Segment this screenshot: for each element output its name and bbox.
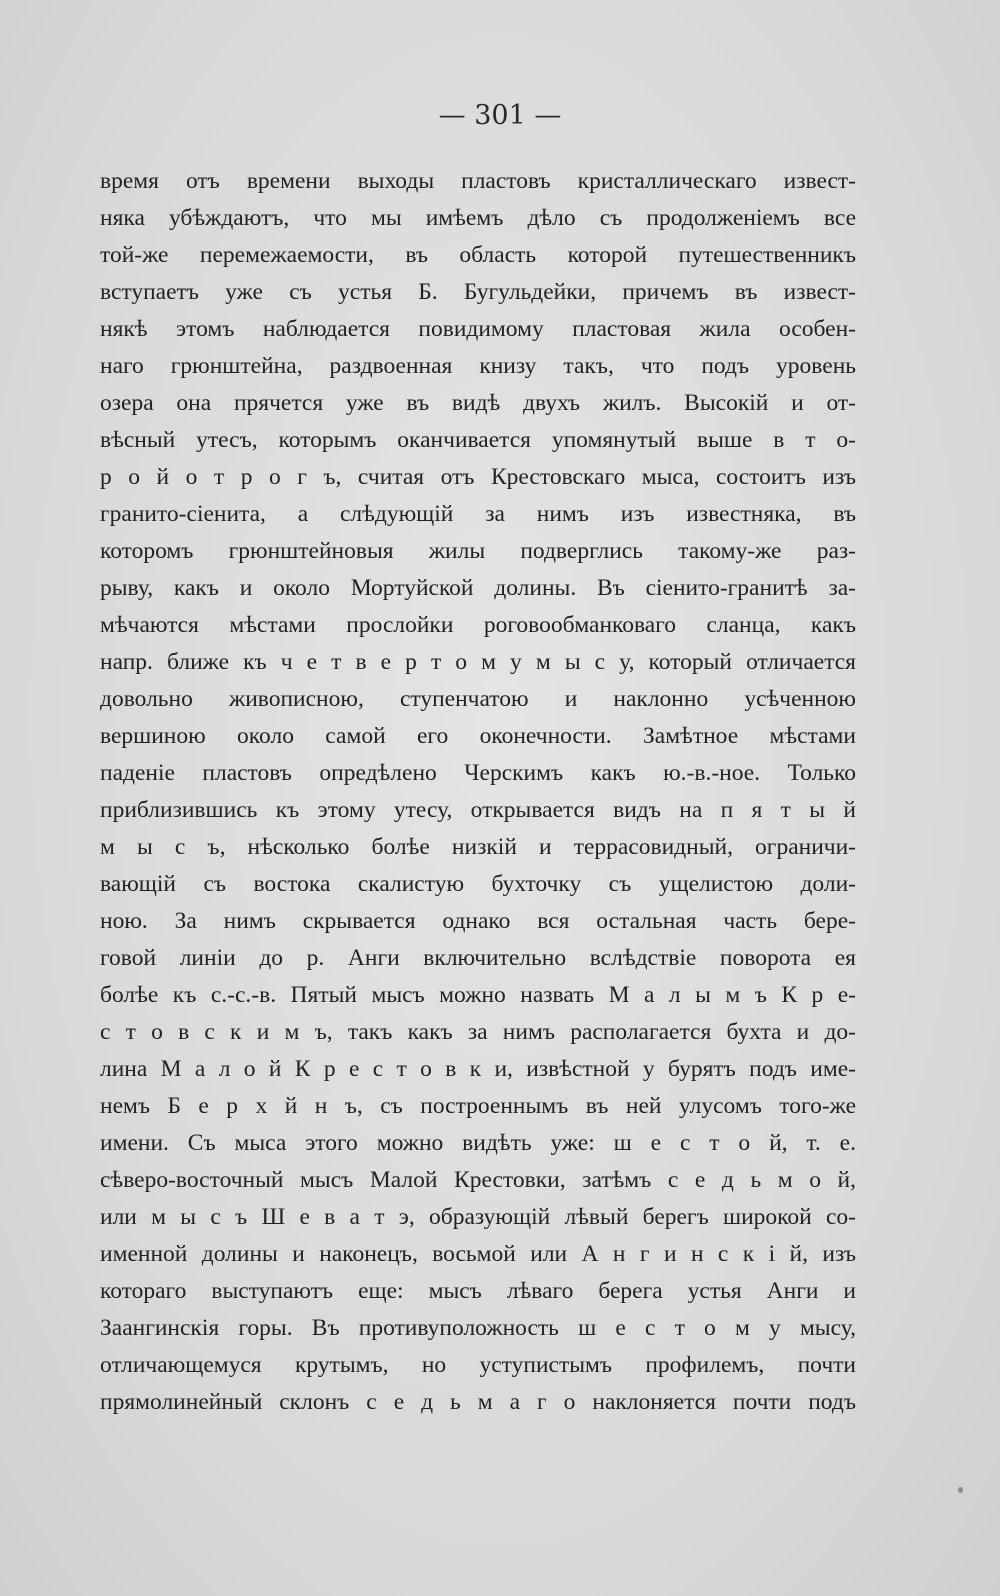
- text-line: вступаетъ уже съ устья Б. Бугульдейки, причемъ въ извест-: [100, 279, 856, 305]
- text-line: сѣверо-восточный мысъ Малой Крестовки, затѣмъ с е д ь м о й,: [100, 1167, 856, 1193]
- text-line: именной долины и наконецъ, восьмой или А н г и н с к і й, изъ: [100, 1241, 856, 1267]
- text-line: довольно живописною, ступенчатою и наклонно усѣченною: [100, 686, 856, 712]
- paper-speck: [958, 1487, 963, 1493]
- text-line: имени. Съ мыса этого можно видѣть уже: ш е с т о й, т. е.: [100, 1130, 856, 1156]
- text-line: р о й о т р о г ъ, считая отъ Крестовскаго мыса, состоитъ изъ: [100, 464, 856, 490]
- text-line: напр. ближе къ ч е т в е р т о м у м ы с у, который отличается: [100, 649, 856, 675]
- text-line: гранито-сіенита, а слѣдующій за нимъ изъ известняка, въ: [100, 501, 856, 527]
- text-line: той-же перемежаемости, въ область которой путешественникъ: [100, 242, 856, 268]
- text-line: или м ы с ъ Ш е в а т э, образующій лѣвый берегъ широкой со-: [100, 1204, 856, 1230]
- text-line: котораго выступаютъ еще: мысъ лѣваго берега устья Анги и: [100, 1278, 856, 1304]
- text-line: приблизившись къ этому утесу, открывается видъ на п я т ы й: [100, 797, 856, 823]
- text-line: м ы с ъ, нѣсколько болѣе низкій и террасовидный, ограничи-: [100, 834, 856, 860]
- body-text: [100, 163, 856, 1421]
- text-line: наго грюнштейна, раздвоенная книзу такъ, что подъ уровень: [100, 353, 856, 379]
- page-number: — 301 —: [438, 100, 562, 131]
- text-line: вѣсный утесъ, которымъ оканчивается упомянутый выше в т о-: [100, 427, 856, 453]
- text-line: озера она прячется уже въ видѣ двухъ жилъ. Высокій и от-: [100, 390, 856, 416]
- text-line: говой линіи до р. Анги включительно вслѣдствіе поворота ея: [100, 945, 856, 971]
- text-line: немъ Б е р х й н ъ, съ построеннымъ въ ней улусомъ того-же: [100, 1093, 856, 1119]
- text-line: которомъ грюнштейновыя жилы подверглись такому-же раз-: [100, 538, 856, 564]
- text-line: рыву, какъ и около Мортуйской долины. Въ сіенито-гранитѣ за-: [100, 575, 856, 601]
- text-line: прямолинейный склонъ с е д ь м а г о наклоняется почти подъ: [100, 1389, 856, 1415]
- text-line: някѣ этомъ наблюдается повидимому пластовая жила особен-: [100, 316, 856, 342]
- text-line: ною. За нимъ скрывается однако вся остальная часть бере-: [100, 908, 856, 934]
- text-line: няка убѣждаютъ, что мы имѣемъ дѣло съ продолженіемъ все: [100, 205, 856, 231]
- text-line: болѣе къ с.-с.-в. Пятый мысъ можно назвать М а л ы м ъ К р е-: [100, 982, 856, 1008]
- text-line: паденіе пластовъ опредѣлено Черскимъ какъ ю.-в.-ное. Только: [100, 760, 856, 786]
- text-line: отличающемуся крутымъ, но уступистымъ профилемъ, почти: [100, 1352, 856, 1378]
- text-line: Заангинскія горы. Въ противуположность ш е с т о м у мысу,: [100, 1315, 856, 1341]
- text-line: вершиною около самой его оконечности. Замѣтное мѣстами: [100, 723, 856, 749]
- text-line: вающій съ востока скалистую бухточку съ ущелистою доли-: [100, 871, 856, 897]
- text-line: мѣчаются мѣстами прослойки роговообманковаго сланца, какъ: [100, 612, 856, 638]
- text-line: с т о в с к и м ъ, такъ какъ за нимъ располагается бухта и до-: [100, 1019, 856, 1045]
- text-line: лина М а л о й К р е с т о в к и, извѣстной у бурятъ подъ име-: [100, 1056, 856, 1082]
- text-line: время отъ времени выходы пластовъ кристаллическаго извест-: [100, 168, 856, 194]
